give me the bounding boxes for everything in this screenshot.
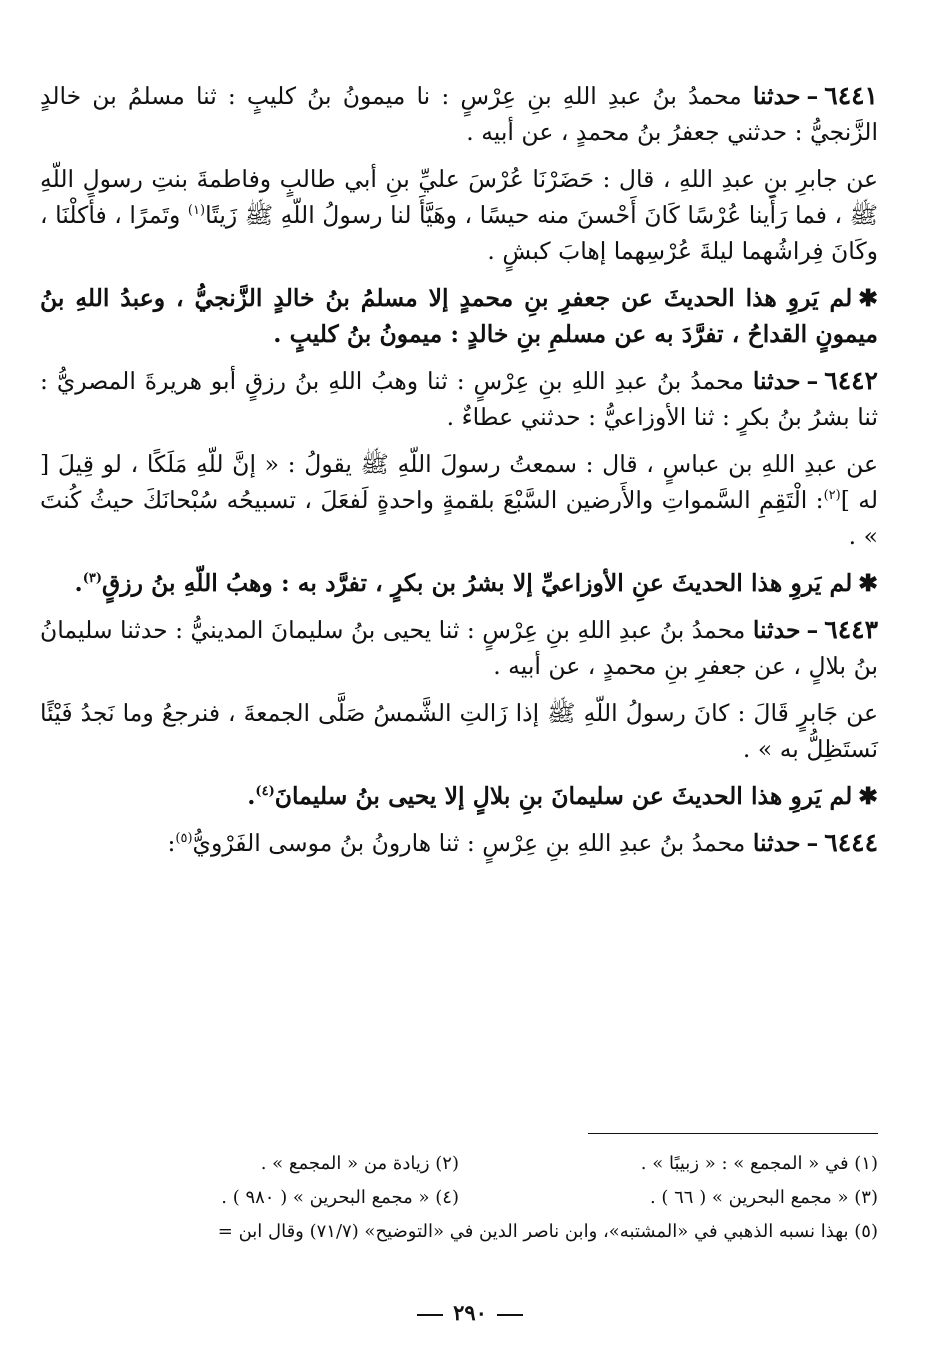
footnote-4: (٤) « مجمع البحرين » ( ٩٨٠ ) . [221,1187,459,1208]
footnote-5: (٥) بهذا نسبه الذهبي في «المشتبه»، وابن ناصر الدين في «التوضيح» (٧١/٧) وقال ابن = [217,1221,878,1242]
page-number-text: ٢٩٠ [453,1300,487,1325]
hadith-6441-note [40,280,878,352]
footnote-3: (٣) « مجمع البحرين » ( ٦٦ ) . [649,1187,878,1208]
hadith-6443-note [40,778,878,814]
isnad-text: محمدُ بنُ عبدِ اللهِ بنِ عِرْسٍ : ثنا وهبُ اللهِ بنُ رزقٍ أبو هريرةَ المصريُّ : ثنا بشرُ بنُ بكرٍ : ثنا الأوزاعيُّ : حدثني عطاءٌ . [40,367,878,431]
footnote-row [40,1215,878,1249]
hadith-6441-isnad: ٦٤٤١–حدثنا محمدُ بنُ عبدِ اللهِ بنِ عِرْسٍ : نا ميمونُ بنُ كليبٍ : ثنا مسلمُ بن خالدٍ الزَّنجيُّ : حدثني جعفرُ بنُ محمدٍ ، عن أبيه . [40,81,878,146]
star-icon: ✱ [858,284,878,312]
entry-number: ٦٤٤١ [824,81,878,110]
matn-text: عن جَابرٍ قَالَ : كانَ رسولُ اللّهِ ﷺ إذا زَالتِ الشَّمسُ صَلَّى الجمعةَ ، فنرجعُ وما نَجدُ فَيْئًا نَستَظِلُّ به » . [40,699,878,763]
footnote-ref[interactable]: (٢) [823,488,841,504]
footnote-ref[interactable]: (٣) [82,571,102,587]
hadith-6444-isnad: ٦٤٤٤–حدثنا محمدُ بنُ عبدِ اللهِ بنِ عِرْسٍ : ثنا هارونُ بنُ موسى الفَرْويُّ$^{(٥)}$: [167,828,878,857]
footnote-ref[interactable]: (١) [187,203,206,219]
footnote-2: (٢) زيادة من « المجمع » . [260,1153,459,1174]
page-number [0,1300,940,1325]
hadith-6442-note [40,565,878,601]
footnotes [40,1147,878,1249]
page-body [40,78,878,872]
star-icon: ✱ [858,782,878,810]
isnad-lead: حدثنا [752,367,801,395]
page-number-dash [497,1314,523,1316]
footnote-1: (١) في « المجمع » : « زبيبًا » . [640,1153,878,1174]
note-text: لم يَروِ هذا الحديثَ عنِ الأوزاعيِّ إلا بشرُ بن بكرٍ ، تفرَّد به : وهبُ اللّهِ بنُ رزقٍ [101,569,853,597]
hadith-6442-matn [40,446,878,554]
matn-text: عن عبدِ اللهِ بن عباسٍ ، قال : سمعتُ رسولَ اللّهِ ﷺ يقولُ : « إنَّ للّهِ مَلَكًا ، لو قِيلَ [ له ] [40,450,878,514]
hadith-6443-matn [40,695,878,767]
footnote-row [40,1181,878,1215]
note-text: لم يَروِ هذا الحديثَ عن جعفرِ بنِ محمدٍ إلا مسلمُ بنُ خالدٍ الزَّنجيُّ ، وعبدُ اللهِ بنُ ميمونٍ القداحُ ، تفرَّدَ به عن مسلمِ بنِ خالدٍ : ميمونُ بنُ كليبٍ . [40,284,878,348]
entry-number: ٦٤٤٤ [824,828,878,857]
isnad-lead: حدثنا [752,616,801,644]
note-text-end: . [247,782,256,810]
isnad-text: محمدُ بنُ عبدِ اللهِ بنِ عِرْسٍ : نا ميمونُ بنُ كليبٍ : ثنا مسلمُ بن خالدٍ الزَّنجيُّ : حدثني جعفرُ بنُ محمدٍ ، عن أبيه . [40,82,878,146]
hadith-6443-isnad: ٦٤٤٣–حدثنا محمدُ بنُ عبدِ اللهِ بنِ عِرْسٍ : ثنا يحيى بنُ سليمانَ المدينيُّ : حدثنا سليمانُ بنُ بلالٍ ، عن جعفرِ بنِ محمدٍ ، عن أبيه . [40,615,878,680]
note-text: لم يَروِ هذا الحديثَ عن سليمانَ بنِ بلالٍ إلا يحيى بنُ سليمانَ [274,782,853,810]
hadith-6441-matn [40,161,878,269]
matn-text: عن جابرِ بنِ عبدِ اللهِ ، قال : حَضَرْنَا عُرْسَ عليِّ بنِ أبي طالبٍ وفاطمةَ بنتِ رسولِ اللّهِ ﷺ ، فما رَأَينا عُرْسًا كَانَ أَحْسنَ منه حيسًا ، وهَيَّأَ لنا رسولُ اللّهِ ﷺ زَيتًا [40,165,878,229]
footnote-divider [588,1133,878,1134]
entry-number: ٦٤٤٢ [824,366,878,395]
footnote-row [40,1147,878,1181]
matn-text-end: وتَمرًا ، فأَكلْنَا ، وكَانَ فِراشُهما ليلةَ عُرْسِهما إهابَ كبشٍ . [40,201,878,265]
page-number-dash [417,1314,443,1316]
entry-number: ٦٤٤٣ [824,615,878,644]
note-text-end: . [74,569,83,597]
hadith-6442-isnad: ٦٤٤٢–حدثنا محمدُ بنُ عبدِ اللهِ بنِ عِرْسٍ : ثنا وهبُ اللهِ بنُ رزقٍ أبو هريرةَ المصريُّ : ثنا بشرُ بنُ بكرٍ : ثنا الأوزاعيُّ : حدثني عطاءٌ . [40,366,878,431]
matn-text-end: : الْتَقِمِ السَّمواتِ والأَرضين السَّبْعَ بلقمةٍ واحدةٍ لَفعَلَ ، تسبيحُه سُبْحانَكَ حيثُ كُنتَ » . [40,486,878,550]
isnad-text: محمدُ بنُ عبدِ اللهِ بنِ عِرْسٍ : ثنا يحيى بنُ سليمانَ المدينيُّ : حدثنا سليمانُ بنُ بلالٍ ، عن جعفرِ بنِ محمدٍ ، عن أبيه . [40,616,878,680]
footnote-ref[interactable]: (٤) [255,784,275,800]
isnad-lead: حدثنا [752,82,801,110]
footnote-ref[interactable]: (٥) [175,831,193,847]
isnad-text-end: : [167,829,176,857]
star-icon: ✱ [858,569,878,597]
isnad-text: محمدُ بنُ عبدِ اللهِ بنِ عِرْسٍ : ثنا هارونُ بنُ موسى الفَرْويُّ [192,829,746,857]
isnad-lead: حدثنا [752,829,801,857]
